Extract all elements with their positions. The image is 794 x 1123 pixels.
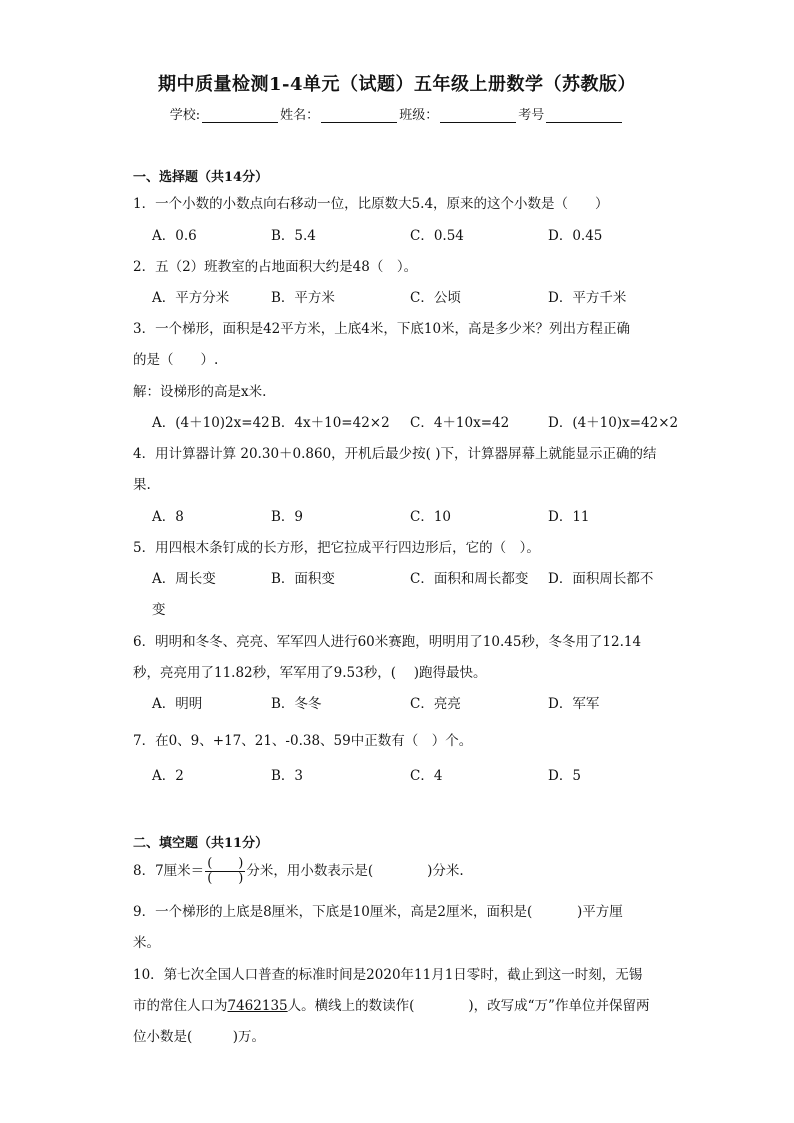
q5-option-d[interactable]: D．面积周长都不 <box>548 571 654 587</box>
q3-option-a[interactable]: A．(4＋10)2x=42 <box>152 415 270 431</box>
question-2: 2．五（2）班教室的占地面积大约是48（ ）。 <box>133 259 418 275</box>
q8-numerator-blank[interactable]: ( ) <box>207 856 244 871</box>
page-title: 期中质量检测1-4单元（试题）五年级上册数学（苏教版） <box>157 74 637 95</box>
q10-line2-prefix: 市的常住人口为 <box>133 998 228 1014</box>
question-4-line2: 果. <box>133 477 151 493</box>
q5-option-d-continued: 变 <box>152 602 166 618</box>
q6-option-b[interactable]: B．冬冬 <box>271 696 322 712</box>
question-7: 7．在0、9、+17、21、-0.38、59中正数有（ ）个。 <box>133 733 473 749</box>
q7-option-b[interactable]: B．3 <box>271 768 304 784</box>
class-field[interactable] <box>440 108 516 123</box>
q2-option-c[interactable]: C．公顷 <box>410 290 461 306</box>
q2-option-b[interactable]: B．平方米 <box>271 290 335 306</box>
q3-option-b[interactable]: B．4x＋10=42×2 <box>271 415 390 431</box>
question-10-line2 <box>133 994 649 1014</box>
q2-option-d[interactable]: D．平方千米 <box>548 290 627 306</box>
q5-option-b[interactable]: B．面积变 <box>271 571 335 587</box>
question-9-line2: 米。 <box>133 935 160 951</box>
q1-option-d[interactable]: D．0.45 <box>548 228 603 244</box>
q5-option-c[interactable]: C．面积和周长都变 <box>410 571 529 587</box>
q6-option-c[interactable]: C．亮亮 <box>410 696 461 712</box>
question-3-line1: 3．一个梯形，面积是42平方米，上底4米，下底10米，高是多少米？列出方程正确 <box>133 321 631 337</box>
question-8 <box>133 854 464 888</box>
q1-option-b[interactable]: B．5.4 <box>271 228 316 244</box>
q2-option-a[interactable]: A．平方分米 <box>152 290 230 306</box>
question-3-line2: 的是（ ）. <box>133 352 219 368</box>
q3-option-c[interactable]: C．4＋10x=42 <box>410 415 510 431</box>
q8-prefix: 8．7厘米＝ <box>133 863 205 879</box>
q6-option-d[interactable]: D．军军 <box>548 696 600 712</box>
q4-option-d[interactable]: D．11 <box>548 509 590 525</box>
question-10-line3: 位小数是( )万。 <box>133 1029 266 1045</box>
question-10-line1: 10．第七次全国人口普查的标准时间是2020年11月1日零时，截止到这一时刻，无锡 <box>133 967 643 983</box>
number-field[interactable] <box>546 108 622 123</box>
school-label: 学校: <box>169 108 201 123</box>
q10-line2-suffix: 人。横线上的数读作( )，改写成“万”作单位并保留两 <box>287 998 650 1014</box>
q8-fraction[interactable] <box>205 857 245 886</box>
name-label: 姓名： <box>280 108 320 123</box>
class-label: 班级： <box>399 108 439 123</box>
q7-option-a[interactable]: A．2 <box>152 768 184 784</box>
name-field[interactable] <box>321 108 397 123</box>
question-4-line1: 4．用计算器计算 20.30＋0.860，开机后最少按( )下，计算器屏幕上就能显示正确的结 <box>133 446 657 462</box>
q4-option-c[interactable]: C．10 <box>410 509 452 525</box>
question-6-line2: 秒，亮亮用了11.82秒，军军用了9.53秒，( )跑得最快。 <box>133 665 487 681</box>
q8-suffix: 分米，用小数表示是( )分米. <box>246 863 464 879</box>
section-heading-fill: 二、填空题（共11分） <box>133 836 269 851</box>
q1-option-a[interactable]: A．0.6 <box>152 228 197 244</box>
question-6-line1: 6．明明和冬冬、亮亮、军军四人进行60米赛跑，明明用了10.45秒，冬冬用了12.14 <box>133 634 642 650</box>
q8-denominator-blank[interactable]: ( ) <box>207 871 244 886</box>
q5-option-a[interactable]: A．周长变 <box>152 571 216 587</box>
section-heading-choice: 一、选择题（共14分） <box>133 170 269 185</box>
q10-population-number: 7462135 <box>227 998 288 1014</box>
student-info-line <box>0 104 794 123</box>
number-label: 考号 <box>518 108 545 123</box>
q4-option-a[interactable]: A．8 <box>152 509 184 525</box>
question-9-line1: 9．一个梯形的上底是8厘米，下底是10厘米，高是2厘米，面积是( )平方厘 <box>133 904 623 920</box>
q6-option-a[interactable]: A．明明 <box>152 696 203 712</box>
question-5: 5．用四根木条钉成的长方形，把它拉成平行四边形后，它的（ ）。 <box>133 540 540 556</box>
q3-option-d[interactable]: D．(4＋10)x=42×2 <box>548 415 679 431</box>
q1-option-c[interactable]: C．0.54 <box>410 228 464 244</box>
q7-option-d[interactable]: D．5 <box>548 768 581 784</box>
school-field[interactable] <box>202 108 278 123</box>
question-1: 1．一个小数的小数点向右移动一位，比原数大5.4，原来的这个小数是（ ） <box>133 196 609 212</box>
question-3-line3: 解：设梯形的高是x米. <box>133 384 267 400</box>
q7-option-c[interactable]: C．4 <box>410 768 443 784</box>
q4-option-b[interactable]: B．9 <box>271 509 304 525</box>
